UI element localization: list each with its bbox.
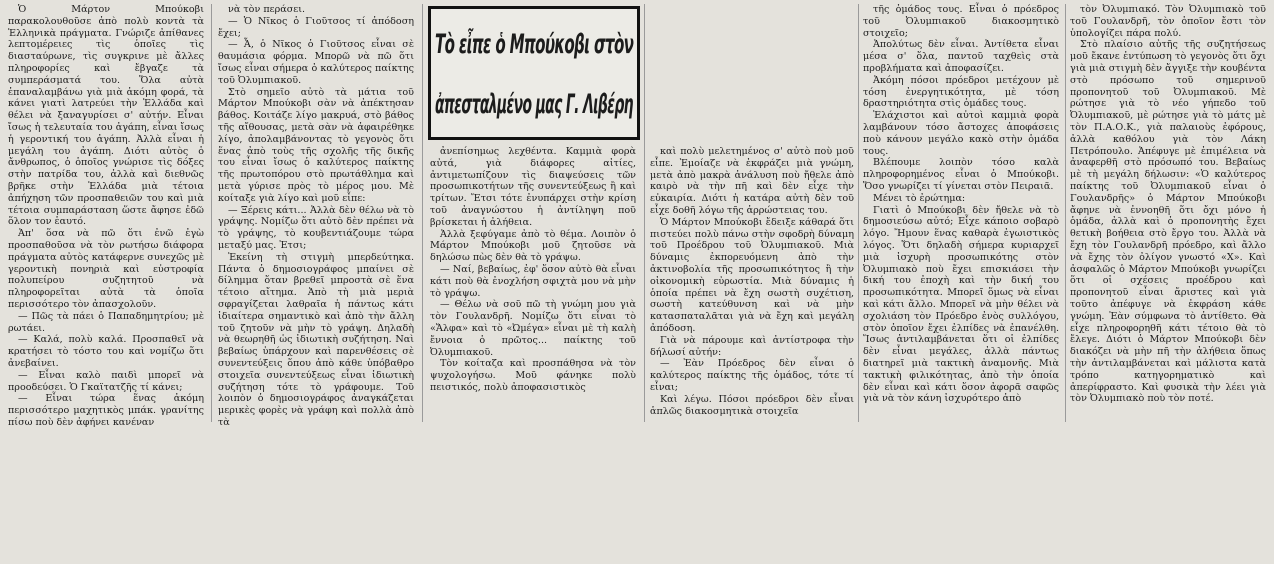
paragraph: νὰ τὸν περάσει.: [228, 4, 306, 15]
article-column-1: [8, 4, 204, 428]
paragraph: Γιὰ νὰ πάρουμε καὶ ἀντίστροφα τὴν δήλωσί αὐτήν:: [650, 334, 854, 358]
paragraph: Ἀλλὰ ξεφύγαμε ἀπὸ τὸ θέμα. Λοιπὸν ὁ Μάρτον Μπούκοβι μοῦ ζητοῦσε νὰ δηλώσω πὼς δὲν θὰ τὸ γράψω.: [430, 228, 636, 264]
paragraph: καὶ πολὺ μελετημένος σ' αὐτὸ ποὺ μοῦ εἶπε. Ἐμοίαζε νὰ ἐκφράζει μιὰ γνώμη, μετὰ ἀπὸ μακρὰ ἀνάλυση ποὺ ἤθελε ἀπὸ καιρὸ νὰ τὴν πῆ καὶ δὲν εἶχε τὴν εὐκαιρία. Διότι ἡ κατάρα αὐτὴ δὲν τοῦ εἶχε δοθῆ λόγω τῆς ἀρρώστειας του.: [650, 146, 854, 216]
paragraph: — Ὁ Νῖκος ὁ Γιοῦτσος τί ἀπόδοση ἔχει;: [218, 15, 414, 39]
paragraph: — Θέλω νὰ σοῦ πῶ τὴ γνώμη μου γιὰ τὸν Γουλανδρῆ. Νομίζω ὅτι εἶναι τὸ «Ἄλφα» καὶ τὸ «Ὠμέγα» εἶναι μὲ τὴ καλὴ ἔννοια ὁ πρῶτος... παίκτης τοῦ Ὀλυμπιακοῦ.: [430, 299, 636, 358]
paragraph: — Ἆ, ὁ Νῖκος ὁ Γιοῦτσος εἶναι σὲ θαυμάσια φόρμα. Μπορῶ νὰ πῶ ὅτι ἴσως εἶναι σήμερα ὁ καλύτερος παίκτης τοῦ Ὀλυμπιακοῦ.: [218, 39, 414, 86]
paragraph: Ἀπολύτως δὲν εἶναι. Ἀντίθετα εἶναι μέσα σ' ὅλα, παντοῦ ταχθεὶς στὰ προβλήματα καὶ ἀποφασίζει.: [863, 39, 1059, 74]
paragraph: ἀνεπίσημως λεχθέντα. Καμμιὰ φορὰ αὐτά, γιὰ διάφορες αἰτίες, ἀντιμετωπίζουν τὶς διαψεύσεις τῶν προσωπικοτήτων τῆς συνεντεύξεως ἢ καὶ τρίτων. Ἔτσι τότε ἐνυπάρχει στὴν κρίση τοῦ ἀναγνώστου ἡ ἀντίληψη ποῦ βρίσκεται ἡ ἀλήθεια.: [430, 146, 636, 228]
column-divider: [858, 4, 859, 422]
article-column-2: [218, 4, 414, 428]
headline-line-1: Τὸ εἶπε ὁ Μπούκοβι στὸν: [435, 29, 634, 60]
paragraph: Στὸ σημεῖο αὐτὸ τὰ μάτια τοῦ Μάρτον Μπούκοβι σὰν νὰ ἀπέκτησαν βάθος. Κοιτάζε λίγο μακρυά, στὸ βάθος τῆς αἴθουσας, μετὰ σὰν νὰ ἀφαιρέθηκε λίγο, ἀπολαμβάνοντας τὸ γεγονὸς ὅτι ἕνας ἀπὸ τοὺς τῆς σχολῆς τῆς δικῆς του εἶναι ἴσως ὁ καλύτερος παίκτης τῆς πρωτοπόρου στὸ πρωτάθλημα καὶ μετὰ γύρισε πρὸς τὸ μέρος μου. Μὲ κοίταξε γιὰ λίγο καὶ μοῦ εἶπε:: [218, 86, 414, 204]
paragraph: — Πῶς τὰ πάει ὁ Παπαδημητρίου; μὲ ρωτάει.: [8, 310, 204, 334]
paragraph: — Καλά, πολὺ καλά. Προσπαθεῖ νὰ κρατήσει τὸ τόστο του καὶ νομίζω ὅτι ἀνεβαίνει.: [8, 334, 204, 369]
paragraph: τὸν Ὀλυμπιακό. Τὸν Ὀλυμπιακὸ τοῦ τοῦ Γουλανδρῆ, τὸν ὁποῖον ἔστι τὸν ὑπολογίζει πάρα πολύ.: [1070, 4, 1266, 39]
paragraph: Γιατὶ ὁ Μπούκοβι δὲν ἤθελε νὰ τὸ δημοσιεύσω αὐτό; Εἶχε κάποιο σοβαρὸ λόγο. Ἤμουν ἕνας καθαρὰ ἐγωιστικὸς λόγος. Ὅτι δηλαδὴ σήμερα κυριαρχεῖ μιὰ ἰσχυρὴ προσωπικότης στὸν Ὀλυμπιακὸ ποὺ ἔχει επισκιάσει τὴν δική του ἐποχὴ καὶ τὴν δική του προσωπικότητα. Μπορεῖ ὅμως νὰ εἶναι καὶ κάτι ἄλλο. Μπορεῖ νὰ μὴν θέλει νὰ σχολιάση τὸν Πρόεδρο ἐνὸς συλλόγου, στὸν ὁποῖον ἔχει ἐλπίδες νὰ ἐπανέλθη. Ἴσως ἀντιλαμβάνεται ὅτι οἱ ἐλπίδες δὲν εἶναι μεγάλες, ἀλλὰ πάντως διατηρεῖ μιὰ τακτικὴ ἀναμονῆς. Μιὰ τακτικὴ φιλικότητας, ἀπὸ τὴν ὁποία δὲν εἶναι καὶ κάτι ὅσον ἀφορᾶ σαφῶς γιὰ νὰ τὸν κάνη ἰσχυρότερο ἀπὸ: [863, 204, 1059, 405]
paragraph: — Εἶναι τώρα ἕνας ἀκόμη περισσότερο μαχητικὸς μπάκ. γρανίτης πίσω ποὺ δὲν ἀφήνει κανέναν: [8, 393, 204, 428]
paragraph: — Ναί, βεβαίως, ἐφ' ὅσον αὐτὸ θὰ εἶναι κάτι ποὺ θὰ ἐνοχλήση σφιχτὰ μου νὰ μὴν τὸ γράψω.: [430, 263, 636, 299]
paragraph: Ἐλάχιστοι καὶ αὐτοὶ καμμιὰ φορὰ λαμβάνουν τόσο ἄστοχες ἀποφάσεις ποὺ κάνουν μεγάλο κακὸ στὴν ὁμάδα τους.: [863, 110, 1059, 157]
column-divider: [644, 4, 645, 422]
headline-line-2: ἀπεσταλμένο μας Γ. Λιβέρη: [435, 89, 633, 120]
column-divider: [211, 4, 212, 422]
paragraph: Ὁ Μάρτον Μπούκοβι ἔδειξε κάθαρά ὅτι πιστεύει πολὺ πάνω στὴν σφοδρὴ δύναμη τοῦ Προέδρου τοῦ Ὀλυμπιακοῦ. Μιὰ δύναμις ἐκπορευόμενη ἀπὸ τὴν ἀκτινοβολία τῆς προσωπικότητος ἢ τὴν οἰκονομικὴ εὐρωστία. Μιὰ δύναμις ἡ ὁποία πρέπει νὰ ἔχη σωστὴ συχέτιση, σωστὴ κατεύθυνση καὶ νὰ μὴν κατασπαταλᾶται γιὰ νὰ ἔχη καὶ μεγάλη ἀπόδοση.: [650, 216, 854, 334]
paragraph: — Ἐὰν Πρόεδρος δὲν εἶναι ὁ καλύτερος παίκτης τῆς ὁμάδος, τότε τί εἶναι;: [650, 358, 854, 393]
paragraph: Στὸ πλαίσιο αὐτῆς τῆς συζητήσεως μοῦ ἔκανε ἐντύπωση τὸ γεγονὸς ὅτι ὄχι γιὰ μιὰ στιγμὴ δὲν ἄγγιξε τὴν κουβέντα στὸ πρόσωπο τοῦ σημερινοῦ προπονητοῦ τοῦ Ὀλυμπιακοῦ. Μὲ ρώτησε γιὰ τὸ νέο γήπεδο τοῦ Ὀλυμπιακοῦ, μὲ ρώτησε γιὰ τὸ μάτς μὲ τὸν Π.Α.Ο.Κ., γιὰ παλαιοὺς ἐφόρους, ἀλλὰ καθόλου γιὰ τὸν Λάκη Πετρόπουλο. Ἀπέφυγε μὲ ἐπιμέλεια νὰ ἀναφερθῆ στὸ πρόσωπό του. Βεβαίως μὲ τὴ μεγάλη δήλωσιν: «Ὁ καλύτερος παίκτης τοῦ Ὀλυμπιακοῦ εἶναι ὁ Γουλανδρῆς» ὁ Μάρτον Μπούκοβι ἄφηνε νὰ ἐννοηθῆ ὅτι ὄχι μόνο ἡ ὁμάδα, ἀλλὰ καὶ ὁ προπονητὴς ἔχει θετικὴ βοήθεια στὸ ἔργο του. Ἀλλὰ νὰ ἔχη τὸν Γουλανδρῆ πρόεδρο, καὶ ἄλλο νὰ ἔχης τὸν ὀλίγον γνωστό «Χ». Καὶ ἀσφαλῶς ὁ Μάρτον Μπούκοβι γνωρίζει ὅτι οἱ σχέσεις προέδρου καὶ προπονητοῦ εἶναι ἄριστες καὶ γιὰ τοῦτο ἀπέφυγε νὰ ἐκφράση κάθε γνώμη. Ἐὰν σύμφωνα τὸ ἀντίθετο. Θὰ εἶχε πληροφορηθῆ κάτι τέτοιο θὰ τὸ ἔλεγε. Διότι ὁ Μάρτον Μπούκοβι δὲν διακόζει νὰ μὴν πῆ τὴν ἀλήθεια ὅπως τὴν ἀντιλαμβάνεται καὶ μάλιστα κατὰ τρόπο κατηγορηματικὸ καὶ ἀπερίφραστο. Καὶ φυσικὰ τὴν λέει γιὰ τὸν Ὀλυμπιακὸ ποὺ τὸν ποτέ.: [1070, 39, 1266, 405]
paragraph: Ἀπ' ὅσα νὰ πῶ ὅτι ἐνῶ ἐγὼ προσπαθοῦσα νὰ τὸν ρωτήσω διάφορα πράγματα αὐτὸς κατάφερνε συνεχῶς μὲ γεροντικὴ πονηριὰ καὶ εὐστροφία πολυπείρου συζητητοῦ νὰ πληροφορεῖται αὐτὰ τὰ ὁποῖα περισσότερο τὸν ἀπασχολοῦν.: [8, 228, 204, 310]
paragraph: — Ξέρεις κάτι... Ἀλλὰ δὲν θέλω νὰ τὸ γράψης. Νομίζω ὅτι αὐτὸ δὲν πρέπει νὰ τὸ γράψης, τὸ κουβεντιάζουμε τώρα μεταξύ μας. Ἐτσι;: [218, 204, 414, 251]
paragraph: Βλέπουμε λοιπὸν τόσο καλὰ πληροφορημένος εἶναι ὁ Μπούκοβι. Ὅσο γνωρίζει τί γίνεται στὸν Πειραιᾶ.: [863, 157, 1059, 192]
article-column-4: [863, 4, 1059, 422]
article-column-5: [1070, 4, 1266, 422]
paragraph: Ἀκόμη πόσοι πρόεδροι μετέχουν μὲ τόση ἐνεργητικότητα, μὲ τόση δραστηριότητα στὶς ὁμάδες τους.: [863, 74, 1059, 110]
article-column-2b: [430, 146, 636, 422]
column-divider: [1065, 4, 1066, 422]
paragraph: Μένει τὸ ἐρώτημα:: [873, 192, 966, 204]
paragraph: — Εἶναι καλὸ παιδὶ μπορεῖ νὰ προοδεύσει. Ὁ Γκαϊτατζῆς τί κάνει;: [8, 369, 204, 393]
headline-box: [428, 6, 640, 140]
paragraph: Τὸν κοίταζα καὶ προσπάθησα νὰ τὸν ψυχολογήσω. Μοῦ φάνηκε πολὺ πειστικός, πολὺ ἀποφασιστικὸς: [430, 358, 636, 393]
paragraph: τῆς ὁμάδος τους. Εἶναι ὁ πρόεδρος τοῦ Ὀλυμπιακοῦ διακοσμητικὸ στοιχεῖο;: [863, 4, 1059, 39]
article-column-3: [650, 146, 854, 564]
paragraph: Ὁ Μάρτον Μπούκοβι παρακολουθοῦσε ἀπὸ πολὺ κοντὰ τὰ Ἑλληνικὰ πράγματα. Γνώριζε ἀπίθανες λεπτομέρειες τὶς ὁποῖες τὶς διασταύρωνε, τὶς συγκρινε μὲ ἄλλες πληροφορίες καὶ ἔβγαζε τὰ συμπεράσματά του. Ὅλα αὐτὰ ἐπαναλαμβάνω γιὰ μιὰ ἀκόμη φορά, τὰ κάνει γιατὶ λατρεύει τὴν Ἑλλάδα καὶ θέλει νὰ ξαναγυρίσει σ' αὐτήν. Εἶναι ἴσως ἡ τελευταία του ἀγάπη, εἶναι ἴσως ἡ γεροντική του ἀγάπη. Ἀλλὰ εἶναι ἡ μεγάλη του ἀγάπη. Διότι αὐτὸς ὁ ἄνθρωπος, ὁ ὁποῖος γνώρισε τὶς δόξες στὴν πατρίδα του, ἀλλὰ καὶ διεθνῶς βρῆκε στὴν Ἑλλάδα μιὰ τέτοια ἀπήχηση τῶν προσπαθειῶν του καὶ μιὰ τέτοια συμπαράσταση ὥστε ἄφησε ἐδῶ ὅλον τον ἑαυτό.: [8, 4, 204, 228]
column-divider: [422, 4, 423, 422]
paragraph: Ἐκείνη τὴ στιγμὴ μπερδεύτηκα. Πάντα ὁ δημοσιογράφος μπαίνει σὲ δίλημμα ὅταν βρεθεῖ μπροστὰ σὲ ἕνα τέτοιο αἴτημα. Ἀπὸ τὴ μιὰ μεριὰ σφραγίζεται λαθραῖα ἡ πάντως κάτι ἰδιαίτερα σημαντικὸ καὶ ἀπὸ τὴν ἄλλη τοῦ ζητοῦν νὰ μὴν τὸ γράψη. Δηλαδὴ νὰ θεωρηθῆ ὡς ἰδιωτικὴ συζήτηση. Ναὶ βεβαίως ὑπάρχουν καὶ παρενθέσεις σὲ συνεντεύξεις ὅπου ἀπὸ κάθε ὑπόβαθρο στοιχεῖα συνεντεύξεως εἶναι ἰδιωτικὴ συζήτηση τότε τὸ γράφουμε. Τοῦ λοιπὸν ὁ δημοσιογράφος ἀναγκάζεται μερικὲς φορὲς νὰ γράφη καὶ πολλὰ ἀπὸ τὰ: [218, 251, 414, 428]
paragraph: Καὶ λέγω. Πόσοι πρόεδροι δὲν εἶναι ἁπλῶς διακοσμητικὰ στοιχεῖα: [650, 393, 854, 417]
